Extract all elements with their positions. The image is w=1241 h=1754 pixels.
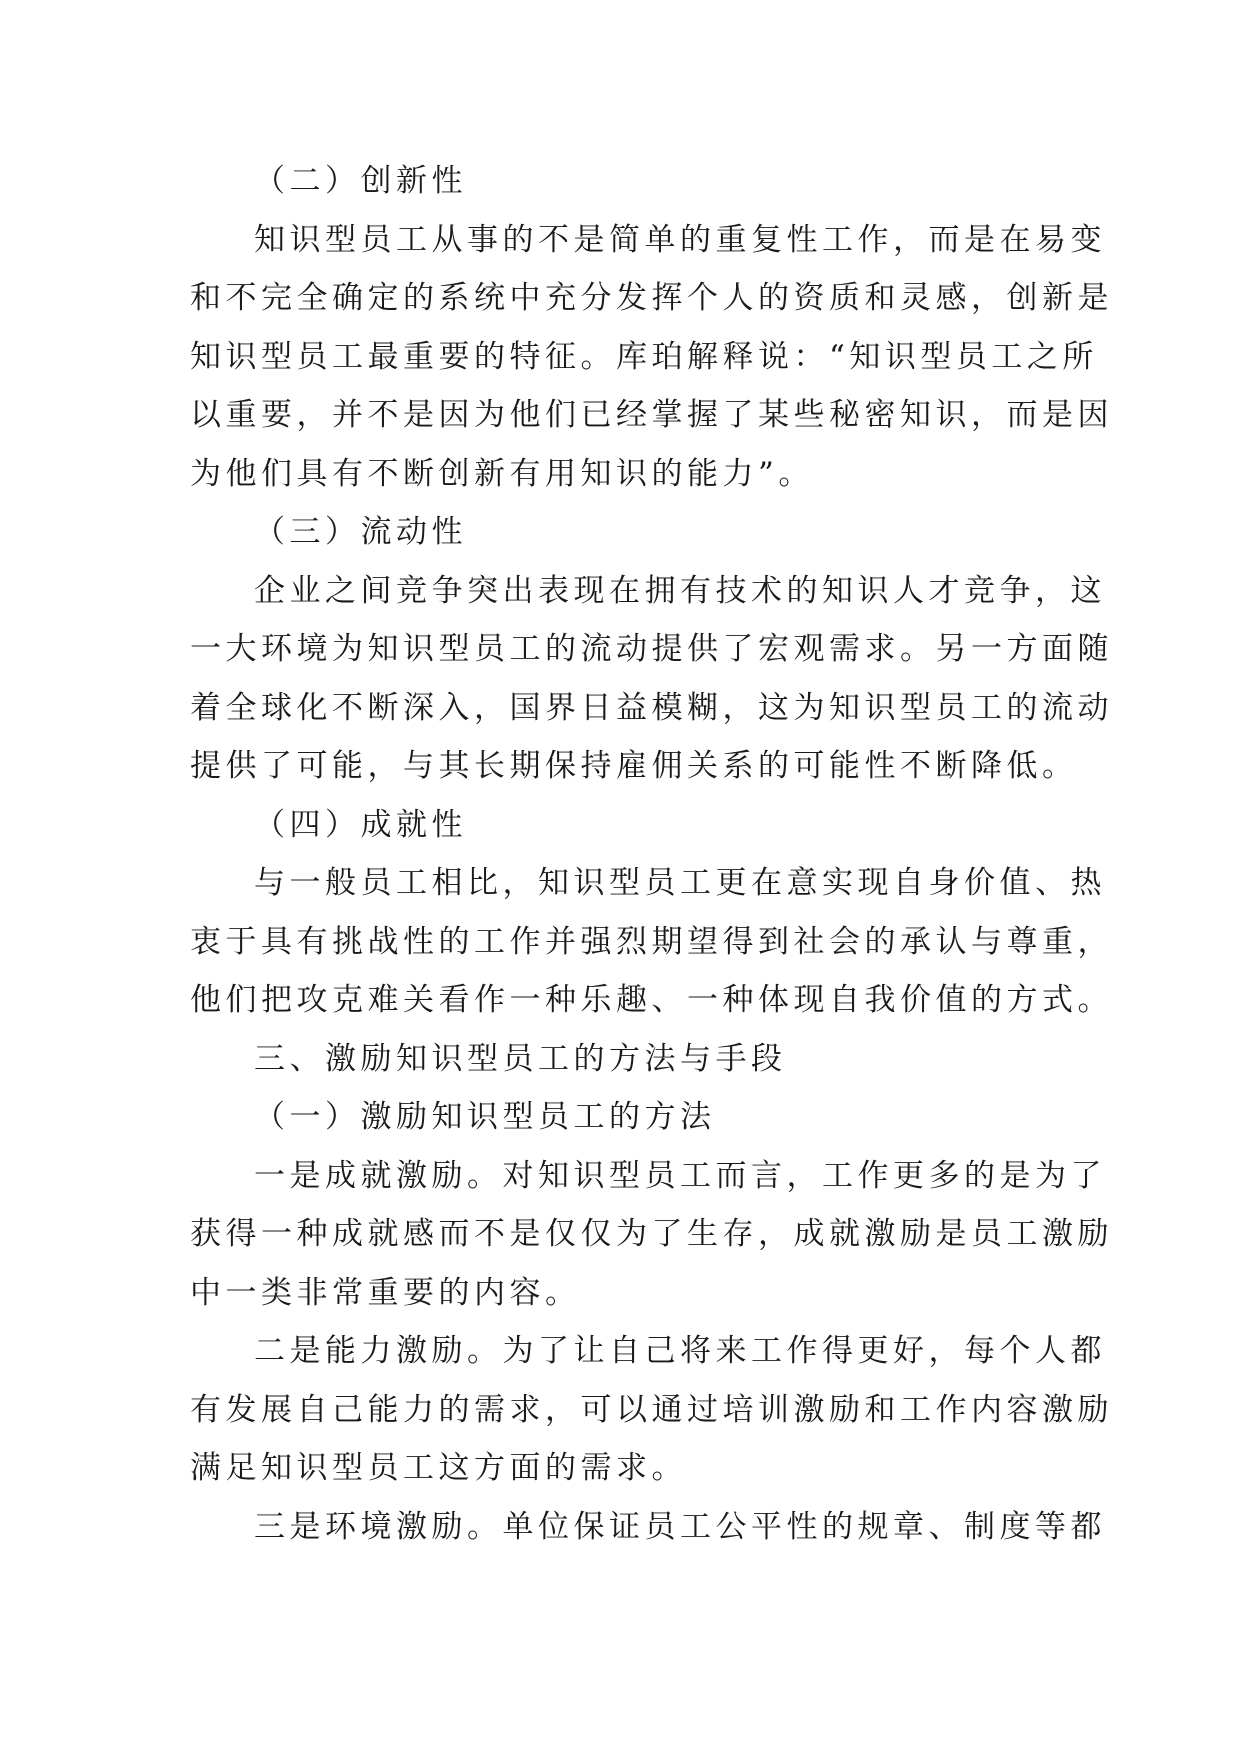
body-text-line: 企业之间竞争突出表现在拥有技术的知识人才竞争，这 [254, 572, 1106, 609]
body-text-line: 获得一种成就感而不是仅仅为了生存，成就激励是员工激励 [190, 1216, 1113, 1252]
body-text-line: 二是能力激励。为了让自己将来工作得更好，每个人都 [254, 1333, 1106, 1369]
body-text-line: 提供了可能，与其长期保持雇佣关系的可能性不断降低。 [190, 748, 1078, 784]
body-text-line: 他们把攻克难关看作一种乐趣、一种体现自我价值的方式。 [190, 982, 1113, 1018]
body-text-line: 三是环境激励。单位保证员工公平性的规章、制度等都 [254, 1508, 1106, 1545]
body-text-line: 中一类非常重要的内容。 [190, 1274, 581, 1311]
section-heading-achievement: （四）成就性 [254, 806, 467, 843]
section-heading-innovation: （二）创新性 [254, 163, 467, 199]
body-text-line: 和不完全确定的系统中充分发挥个人的资质和灵感，创新是 [190, 280, 1113, 316]
body-text-line: 知识型员工最重要的特征。库珀解释说：“知识型员工之所 [190, 338, 1098, 375]
body-text-line: 知识型员工从事的不是简单的重复性工作，而是在易变 [254, 221, 1106, 258]
body-text-line: 一大环境为知识型员工的流动提供了宏观需求。另一方面随 [190, 631, 1113, 667]
body-text-line: 衷于具有挑战性的工作并强烈期望得到社会的承认与尊重， [190, 923, 1113, 960]
body-text-line: 满足知识型员工这方面的需求。 [190, 1450, 687, 1486]
section-heading-mobility: （三）流动性 [254, 514, 467, 550]
body-text-line: 一是成就激励。对知识型员工而言，工作更多的是为了 [254, 1157, 1106, 1194]
section-heading-methods: （一）激励知识型员工的方法 [254, 1099, 716, 1135]
document-body [190, 152, 1113, 1556]
body-text-line: 与一般员工相比，知识型员工更在意实现自身价值、热 [254, 865, 1106, 901]
body-text-line: 有发展自己能力的需求，可以通过培训激励和工作内容激励 [190, 1391, 1113, 1428]
chapter-heading-motivation: 三、激励知识型员工的方法与手段 [254, 1040, 787, 1077]
body-text-line: 着全球化不断深入，国界日益模糊，这为知识型员工的流动 [190, 689, 1113, 726]
body-text-line: 为他们具有不断创新有用知识的能力”。 [190, 455, 814, 492]
body-text-line: 以重要，并不是因为他们已经掌握了某些秘密知识，而是因 [190, 397, 1113, 433]
